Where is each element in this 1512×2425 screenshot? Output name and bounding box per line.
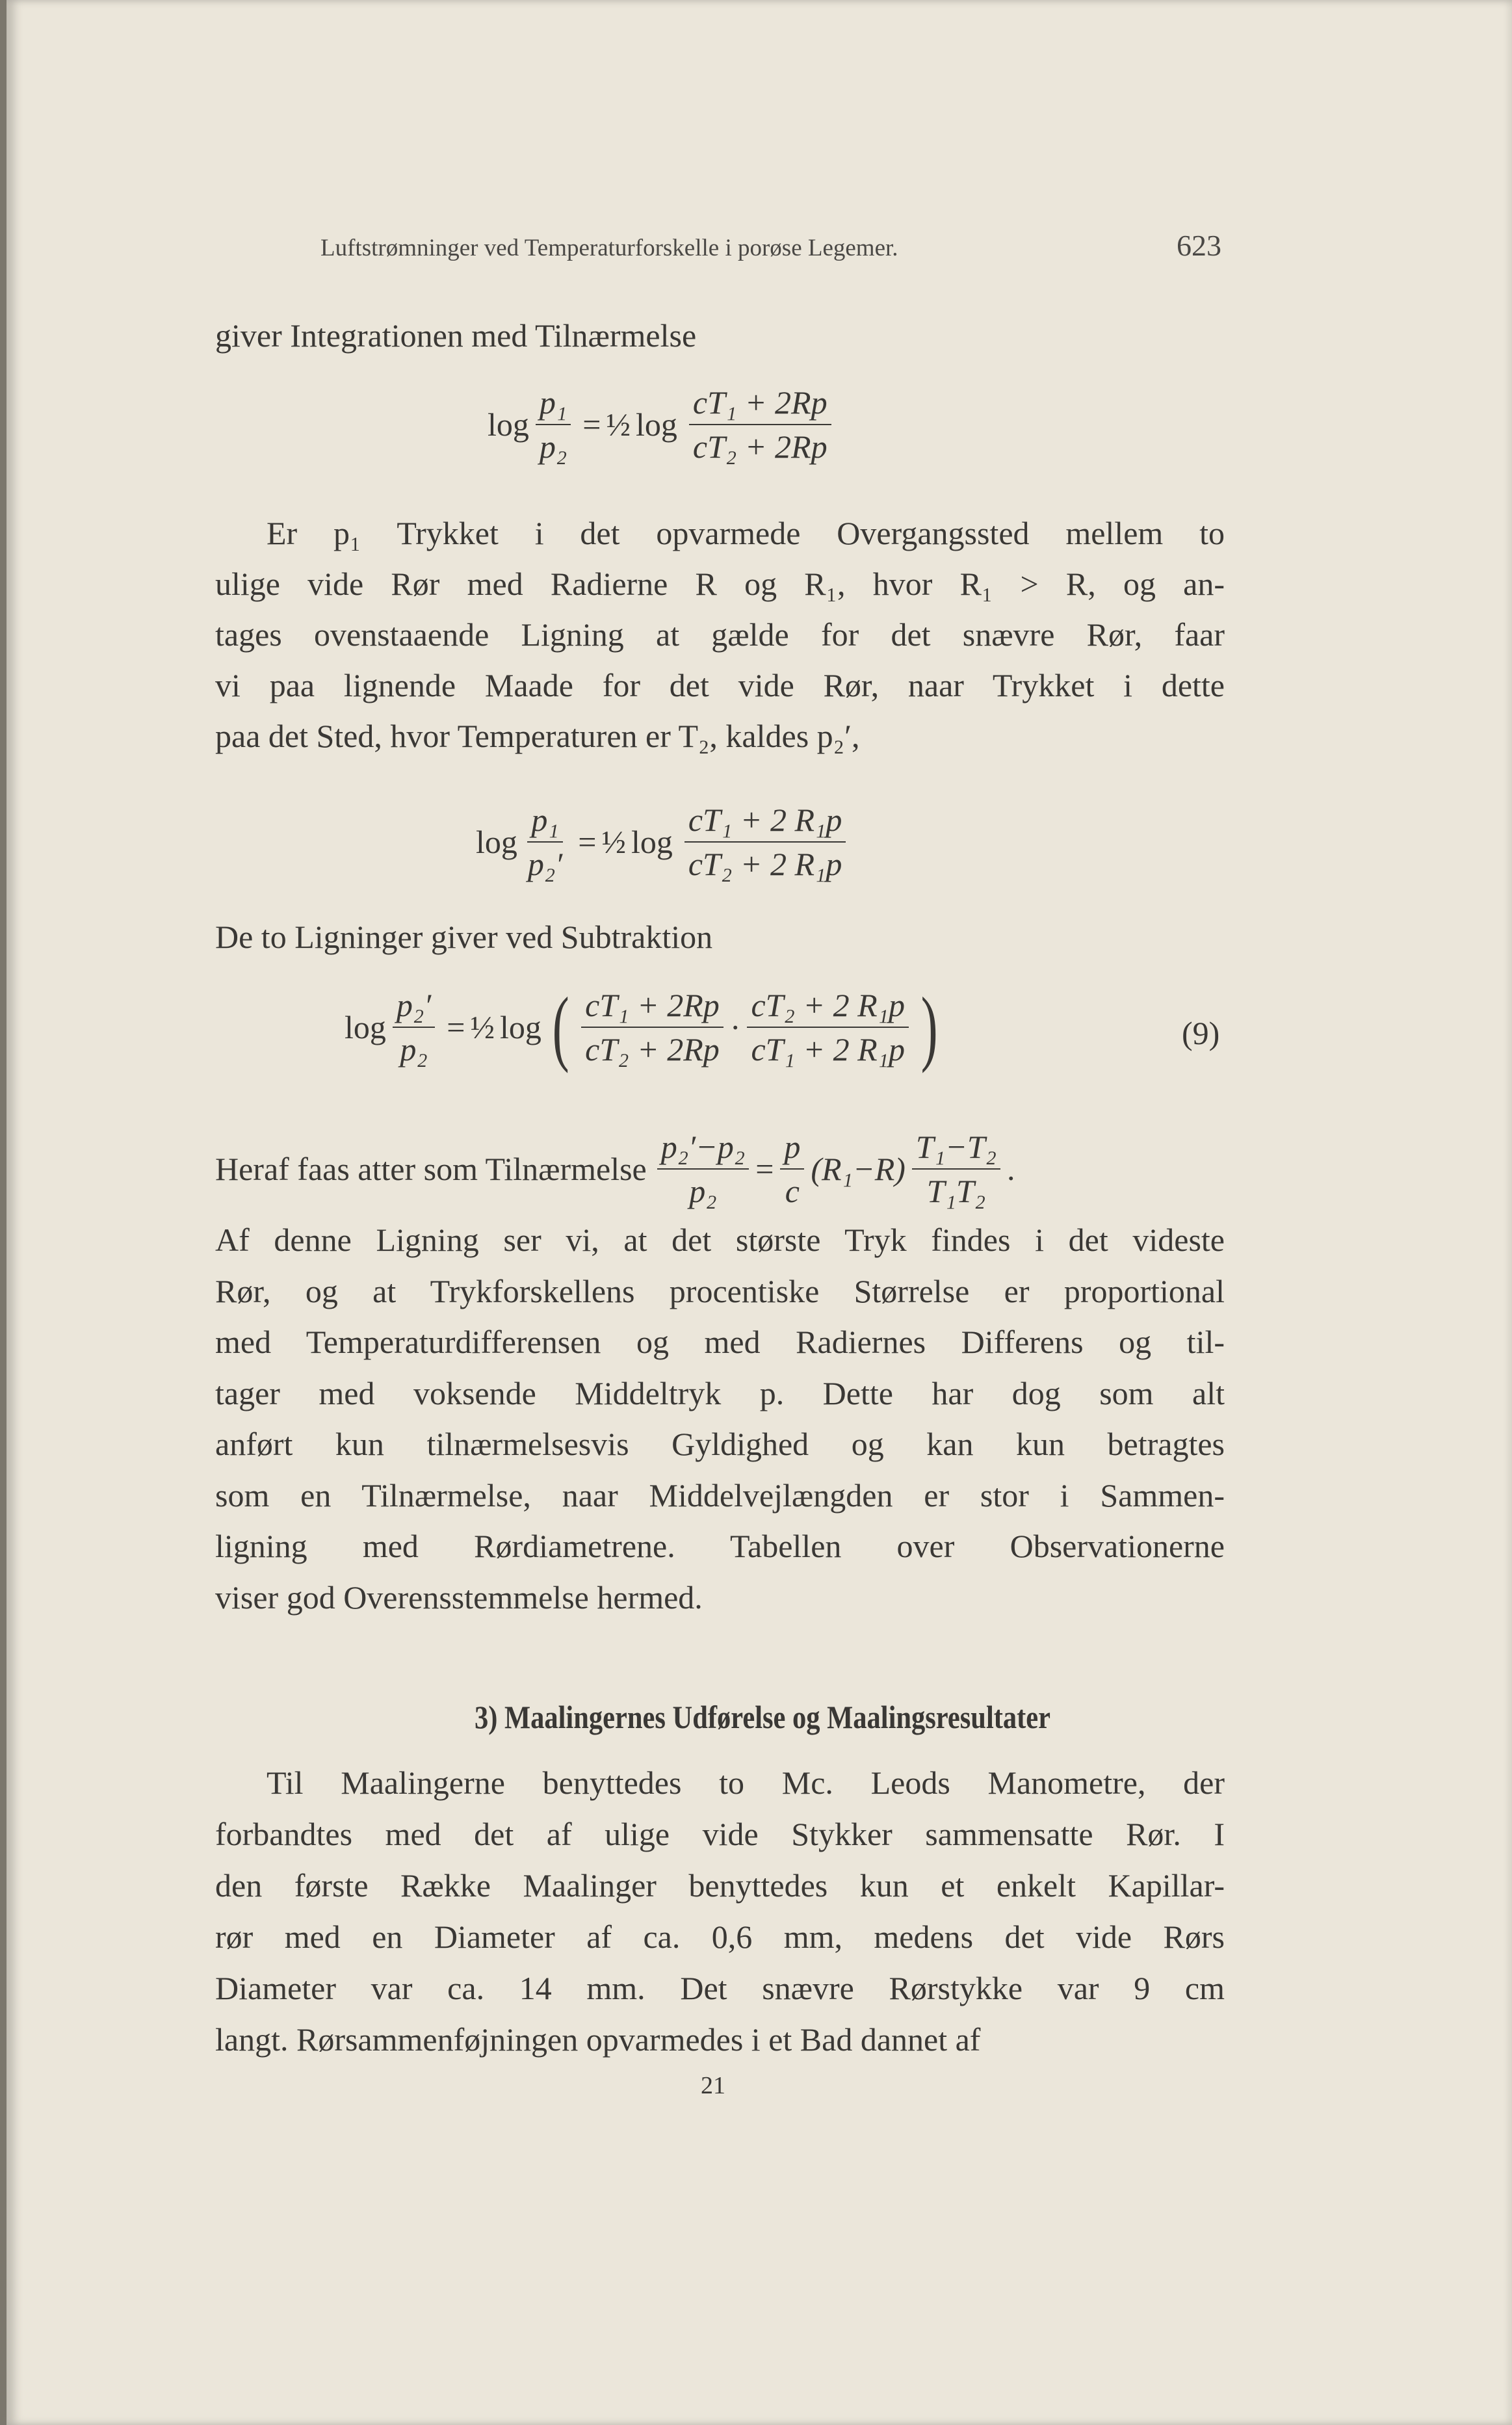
equals: = xyxy=(582,406,601,443)
fraction xyxy=(689,384,831,465)
eq-log: log xyxy=(476,824,517,860)
text-line: ligning med Rørdiametrene. Tabellen over Observationerne xyxy=(215,1528,1225,1564)
eq-log: log xyxy=(345,1009,386,1045)
text-line: rør med en Diameter af ca. 0,6 mm, medens det vide Rørs xyxy=(215,1919,1225,1955)
numerator: p₁ xyxy=(536,384,571,425)
dot: · xyxy=(729,1009,741,1045)
coefficient: ½ xyxy=(601,824,626,860)
text-line: giver Integrationen med Tilnærmelse xyxy=(215,317,697,354)
equals: = xyxy=(755,1151,774,1187)
open-paren: ( xyxy=(552,980,569,1074)
denominator: p₂ xyxy=(689,1173,717,1209)
page-number: 623 xyxy=(1177,229,1221,262)
fraction xyxy=(780,1128,804,1210)
eq-log: log xyxy=(636,406,677,443)
text-line: tages ovenstaaende Ligning at gælde for det snævre Rør, faar xyxy=(215,616,1225,653)
denominator: cT₂ + 2Rp xyxy=(585,1031,720,1068)
fraction xyxy=(684,801,846,883)
equals: = xyxy=(447,1009,465,1045)
close-paren: ) xyxy=(920,980,938,1074)
numerator: cT₂ + 2 R₁p xyxy=(747,986,909,1028)
equation-9 xyxy=(345,980,943,1074)
fraction xyxy=(536,384,571,465)
running-title: Luftstrømninger ved Temperaturforskelle i porøse Legemer. xyxy=(320,235,898,261)
eq-log: log xyxy=(488,406,529,443)
equation-10 xyxy=(215,1128,1015,1210)
denominator: p₂ xyxy=(400,1031,428,1068)
numerator: p₂′−p₂ xyxy=(657,1128,749,1170)
text-line: Er p₁ Trykket i det opvarmede Overgangssted mellem to xyxy=(267,515,1225,551)
numerator: T₁−T₂ xyxy=(912,1128,1000,1170)
coefficient: ½ xyxy=(470,1009,495,1045)
fraction xyxy=(524,801,566,883)
text-line: anført kun tilnærmelsesvis Gyldighed og kan kun betragtes xyxy=(215,1426,1225,1462)
denominator: cT₂ + 2 R₁p xyxy=(688,846,842,882)
text-intro: Heraf faas atter som Tilnærmelse xyxy=(215,1151,647,1187)
signature-mark: 21 xyxy=(701,2072,725,2099)
text-line: tager med voksende Middeltryk p. Dette har dog som alt xyxy=(215,1374,1225,1411)
fraction xyxy=(581,986,723,1068)
denominator: T₁T₂ xyxy=(926,1173,986,1209)
denominator: cT₁ + 2 R₁p xyxy=(751,1031,906,1068)
text-line: paa det Sted, hvor Temperaturen er T₂, kaldes p₂′, xyxy=(215,718,860,754)
equation-1 xyxy=(488,384,838,465)
equation-label: (9) xyxy=(1182,1015,1220,1051)
text-line: som en Tilnærmelse, naar Middelvejlængden er stor i Sammen- xyxy=(215,1476,1225,1514)
text-line: De to Ligninger giver ved Subtraktion xyxy=(215,919,713,955)
fraction xyxy=(747,986,909,1068)
denominator: p₂ xyxy=(539,428,567,465)
numerator: p₂′ xyxy=(393,986,435,1028)
text-line: viser god Overensstemmelse hermed. xyxy=(215,1579,703,1616)
text-line: Rør, og at Trykforskellens procentiske Størrelse er proportional xyxy=(215,1272,1225,1309)
text-line: langt. Rørsammenføjningen opvarmedes i et Bad dannet af xyxy=(215,2021,981,2058)
text-line: Til Maalingerne benyttedes to Mc. Leods Manometre, der xyxy=(267,1764,1225,1801)
denominator: p₂′ xyxy=(527,846,563,882)
text-line: med Temperaturdifferensen og med Radiernes Differens og til- xyxy=(215,1324,1225,1360)
denominator: cT₂ + 2Rp xyxy=(692,428,828,465)
fraction xyxy=(657,1128,749,1210)
text-line: ulige vide Rør med Radierne R og R₁, hvor R₁ > R, og an- xyxy=(215,566,1225,602)
text-line: Diameter var ca. 14 mm. Det snævre Rørstykke var 9 cm xyxy=(215,1970,1225,2006)
numerator: cT₁ + 2 R₁p xyxy=(684,801,846,843)
section-heading: 3) Maalingernes Udførelse og Maalingsresultater xyxy=(474,1699,1051,1735)
period: . xyxy=(1007,1151,1015,1187)
text-line: den første Række Maalinger benyttedes kun et enkelt Kapillar- xyxy=(215,1867,1225,1904)
fraction xyxy=(912,1128,1000,1210)
equals: = xyxy=(578,824,597,860)
eq-log: log xyxy=(631,824,673,860)
numerator: p xyxy=(780,1128,804,1170)
numerator: cT₁ + 2Rp xyxy=(581,986,723,1028)
denominator: c xyxy=(785,1173,800,1209)
radius-difference: (R₁−R) xyxy=(811,1151,906,1187)
text-line: Af denne Ligning ser vi, at det største Tryk findes i det videste xyxy=(215,1222,1225,1258)
fraction xyxy=(393,986,435,1068)
text-line: forbandtes med det af ulige vide Stykker sammensatte Rør. I xyxy=(215,1816,1225,1852)
numerator: p₁ xyxy=(527,801,562,843)
equation-2 xyxy=(476,801,852,883)
eq-log: log xyxy=(499,1009,541,1045)
text-line: vi paa lignende Maade for det vide Rør, naar Trykket i dette xyxy=(215,667,1225,703)
book-page xyxy=(7,0,1512,2425)
numerator: cT₁ + 2Rp xyxy=(689,384,831,425)
coefficient: ½ xyxy=(606,406,631,443)
